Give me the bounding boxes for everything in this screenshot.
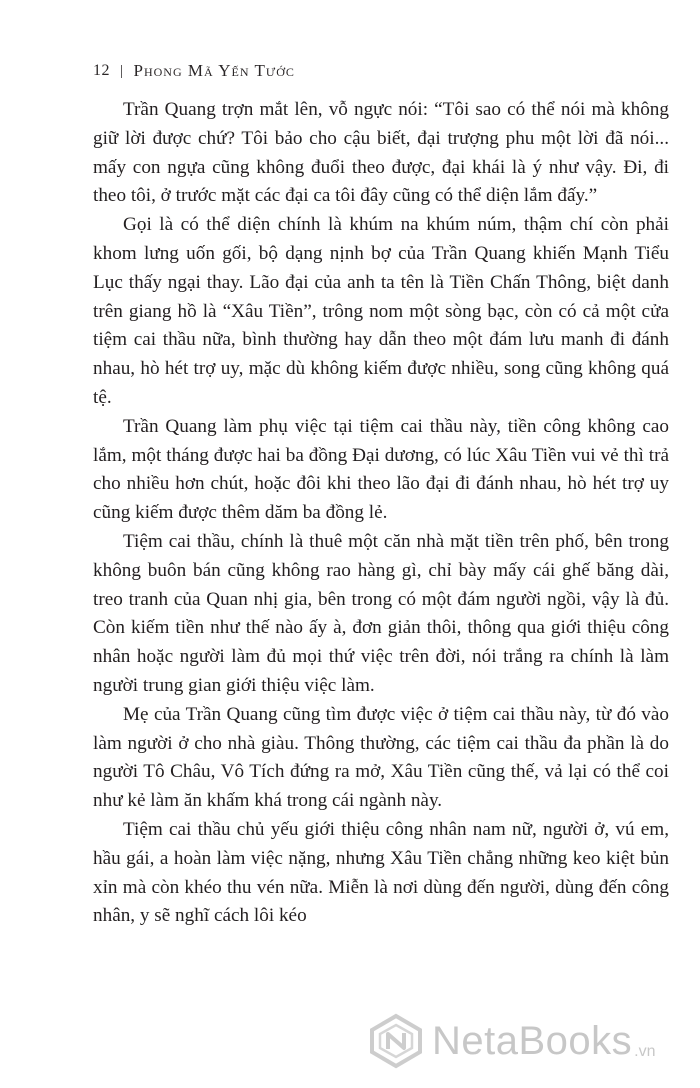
- paragraph-5: Mẹ của Trần Quang cũng tìm được việc ở tiệm cai thầu này, từ đó vào làm người ở cho nhà giàu. Thông thường, các tiệm cai thầu đa phần là do người Tô Châu, Vô Tích đứng ra mở, Xâu Tiền cũng thế, vả lại có thể coi như kẻ làm ăn khấm khá trong cái ngành này.: [93, 703, 669, 812]
- netabooks-logo-icon: [368, 1013, 424, 1069]
- paragraph-3: Trần Quang làm phụ việc tại tiệm cai thầu này, tiền công không cao lắm, một tháng được hai ba đồng Đại dương, có lúc Xâu Tiền vui vẻ thì trả cho nhiều hơn chút, hoặc đôi khi theo lão đại đi đánh nhau, hò hét trợ uy cũng kiếm được thêm dăm ba đồng lẻ.: [93, 415, 669, 524]
- body-text: [93, 96, 669, 931]
- paragraph-4: Tiệm cai thầu, chính là thuê một căn nhà mặt tiền trên phố, bên trong không buôn bán cũng không rao hàng gì, chỉ bày mấy cái ghế băng dài, treo tranh của Quan nhị gia, bên trong có một đám người ngồi, vậy là đủ. Còn kiếm tiền như thế nào ấy à, đơn giản thôi, thông qua giới thiệu công nhân hoặc người làm đủ mọi thứ việc trên đời, nói trắng ra chính là làm người trung gian giới thiệu việc làm.: [93, 530, 669, 696]
- header-separator: |: [120, 62, 124, 79]
- watermark-brand: NetaBooks: [432, 1018, 633, 1063]
- watermark-tld: .vn: [634, 1043, 656, 1060]
- running-header: [93, 61, 295, 81]
- paragraph-6: Tiệm cai thầu chủ yếu giới thiệu công nhân nam nữ, người ở, vú em, hầu gái, a hoàn làm việc nặng, nhưng Xâu Tiền chẳng những keo kiệt bủn xỉn mà còn khéo thu vén nữa. Miễn là nơi dùng đến người, dùng đến công nhân, y sẽ nghĩ cách lôi kéo: [93, 818, 669, 927]
- book-title: Phong Mã Yến Tước: [133, 61, 295, 80]
- page-number: 12: [93, 62, 110, 79]
- paragraph-1: Trần Quang trợn mắt lên, vỗ ngực nói: “Tôi sao có thể nói mà không giữ lời được chứ? Tôi bảo cho cậu biết, đại trượng phu một lời đã nói... mấy con ngựa cũng không đuổi theo được, đại khái là ý như vậy. Đi, đi theo tôi, ở trước mặt các đại ca tôi đây cũng có thể diện lắm đấy.”: [93, 99, 669, 207]
- paragraph-2: Gọi là có thể diện chính là khúm na khúm núm, thậm chí còn phải khom lưng uốn gối, bộ dạng nịnh bợ của Trần Quang khiến Mạnh Tiểu Lục thấy ngại thay. Lão đại của anh ta tên là Tiền Chấn Thông, biệt danh trên giang hồ là “Xâu Tiền”, trông nom một sòng bạc, còn có cả một cửa tiệm cai thầu nữa, bình thường hay dẫn theo một đám lưu manh đi đánh nhau, hò hét trợ uy, mặc dù không kiếm được nhiều, song cũng không quá tệ.: [93, 214, 669, 408]
- netabooks-watermark: [368, 1013, 656, 1069]
